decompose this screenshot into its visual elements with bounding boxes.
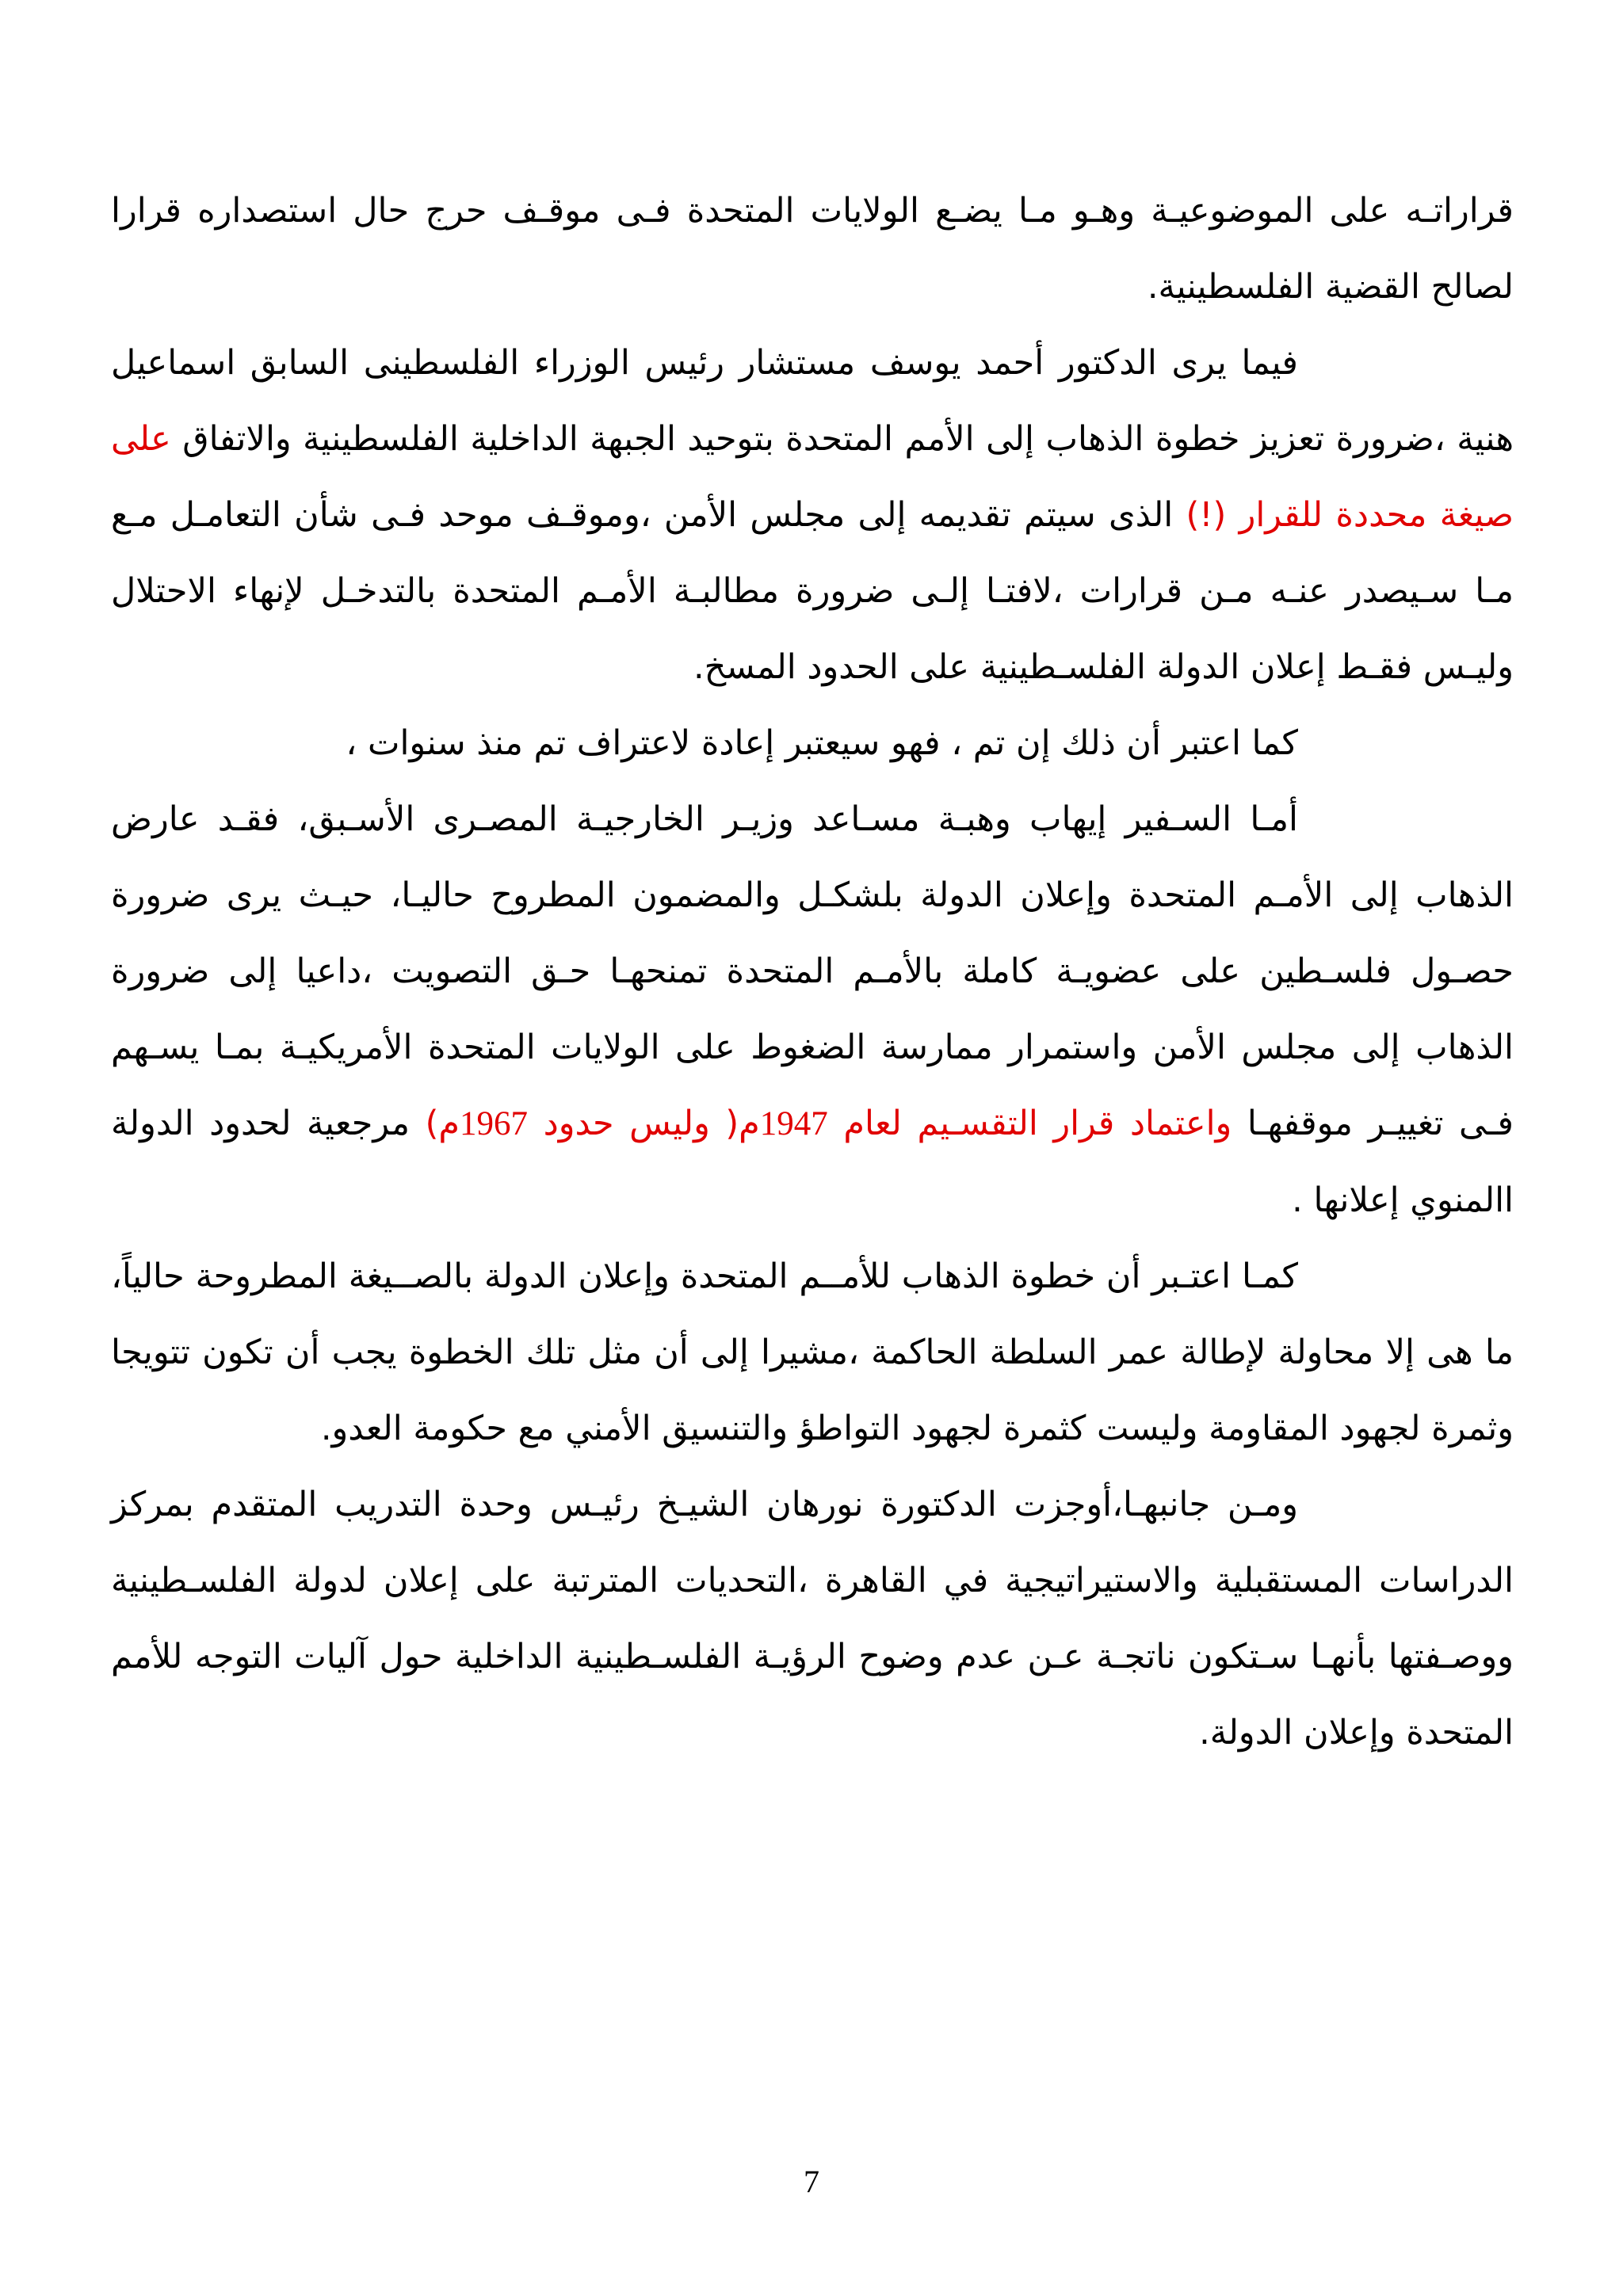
paragraph-2-text-b: الذى سيتم تقديمه إلى مجلس الأمن ،وموقـف موحد فـى شأن التعامـل مـع مـا سـيصدر عنـه مـن قرارات ،لافتـا إلـى ضرورة مطالبـة الأمـم المتحدة بالتدخـل لإنهاء الاحتلال وليـس فقـط إعلان الدولة الفلسـطينية على الحدود المسخ. (111, 495, 1514, 687)
paragraph-4-highlight (426, 1104, 1232, 1143)
paragraph-4-text-a: أمـا السـفير إيهاب وهبـة مسـاعد وزيـر الخارجيـة المصـرى الأسـبق، فقـد عارض الذهاب إلى الأمـم المتحدة وإعلان الدولة بلشكـل والمضمون المطروح حاليـا، حيـث يرى ضرورة حصـول فلسـطين على عضويـة كاملة بالأمـم المتحدة تمنحهـا حـق التصويت ،داعيا إلى ضرورة الذهاب إلى مجلس الأمن واستمرار ممارسة الضغوط على الولايات المتحدة الأمريكيـة بمـا يسـهم فـى تغييـر موقفهـا (111, 799, 1514, 1143)
highlight-mid: م( وليس حدود (528, 1104, 760, 1143)
paragraph-1: قراراتـه على الموضوعيـة وهـو مـا يضـع الولايات المتحدة فـى موقـف حرج حال استصداره قرارا لصالح القضية الفلسطينية. (111, 191, 1514, 307)
highlight-text: واعتماد قرار التقسـيم لعام (827, 1104, 1232, 1143)
highlight-end: م) (425, 1104, 460, 1143)
paragraph-6: ومـن جانبهـا،أوجزت الدكتورة نورهان الشيـخ رئيـس وحدة التدريب المتقدم بمركز الدراسات المستقبلية والاستيراتيجية في القاهرة ،التحديات المترتبة على إعلان لدولة الفلسـطينية ووصـفتها بأنهـا سـتكون ناتجـة عـن عدم وضوح الرؤيـة الفلسـطينية الداخلية حول آليات التوجه للأمم المتحدة وإعلان الدولة. (111, 1485, 1514, 1753)
paragraph-4-text-b: مرجعية لحدود الدولة االمنوي إعلانها . (111, 1104, 1514, 1220)
article-body (111, 173, 1514, 1771)
paragraph-5: كمـا اعتـبر أن خطوة الذهاب للأمــم المتحدة وإعلان الدولة بالصــيغة المطروحة حالياً، ما هى إلا محاولة لإطالة عمر السلطة الحاكمة ،مشيرا إلى أن مثل تلك الخطوة يجب أن تكون تتويجا وثمرة لجهود المقاومة وليست كثمرة لجهود التواطؤ والتنسيق الأمني مع حكومة العدو. (111, 1257, 1514, 1448)
paragraph-3: كما اعتبر أن ذلك إن تم ، فهو سيعتبر إعادة لاعتراف تم منذ سنوات ، (346, 723, 1298, 763)
highlight-year-1947: 1947 (759, 1105, 828, 1142)
paragraph-2-text-a: فيما يرى الدكتور أحمد يوسف مستشار رئيس الوزراء الفلسطينى السابق اسماعيل هنية ،ضرورة تعزيز خطوة الذهاب إلى الأمم المتحدة بتوحيد الجبهة الداخلية الفلسطينية والاتفاق (111, 343, 1514, 459)
highlight-year-1967: 1967 (460, 1105, 529, 1142)
paragraph-2 (111, 325, 1514, 705)
paragraph-2-highlight: على صيغة محددة للقرار (!) (111, 419, 1514, 535)
page-number: 7 (804, 2164, 819, 2199)
paragraph-4 (111, 781, 1514, 1238)
